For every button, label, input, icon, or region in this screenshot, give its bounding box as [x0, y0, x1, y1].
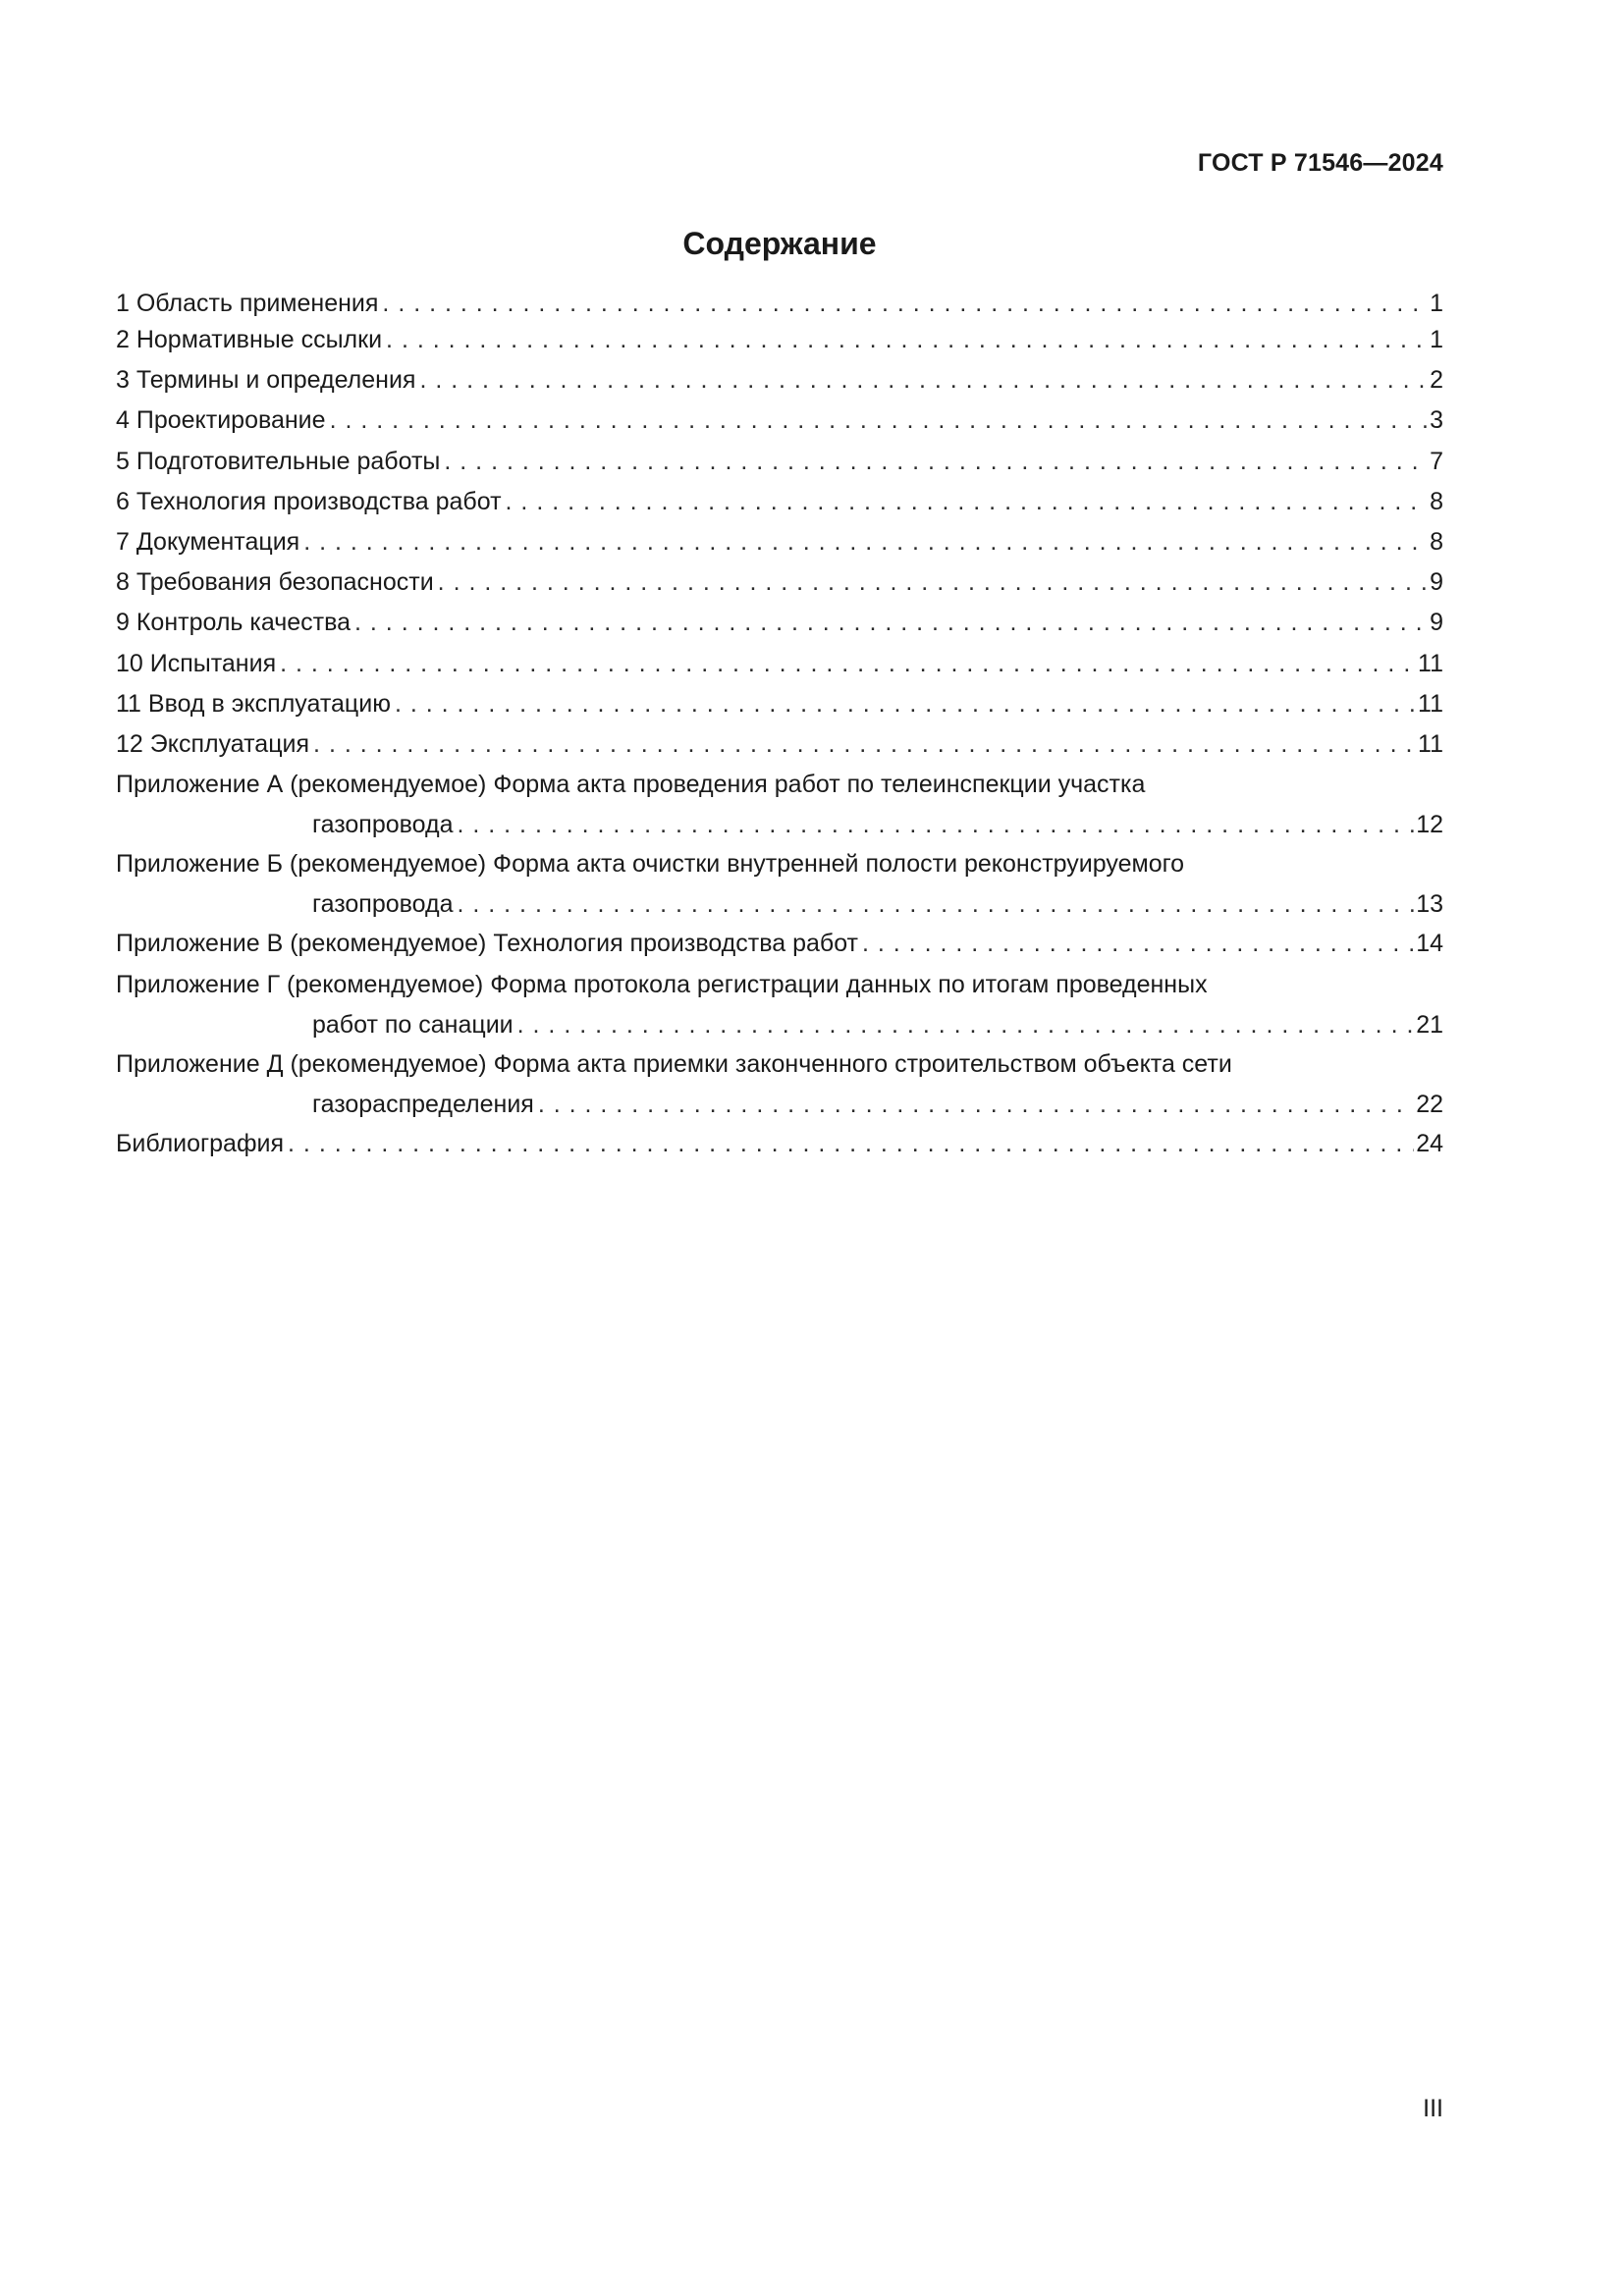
- toc-entry-page: 11: [1418, 649, 1443, 677]
- toc-entry-title: 4 Проектирование: [116, 406, 326, 435]
- toc-title: Содержание: [682, 226, 877, 261]
- toc-entry[interactable]: [116, 684, 1443, 724]
- toc-entry-title: 10 Испытания: [116, 649, 277, 677]
- toc-entry-page: 14: [1416, 930, 1443, 958]
- toc-entry-title-continuation: работ по санации: [312, 1010, 514, 1039]
- toc-entry-title: 7 Документация: [116, 527, 300, 556]
- table-of-contents: [116, 287, 1443, 1164]
- page-number: III: [1423, 2095, 1443, 2122]
- toc-entry-title: Библиография: [116, 1130, 285, 1157]
- toc-entry-title: 1 Область применения: [116, 290, 379, 317]
- toc-entry-page: 11: [1418, 689, 1443, 718]
- toc-entry-page: 8: [1430, 487, 1443, 515]
- toc-entry-bibliography[interactable]: [116, 1124, 1443, 1164]
- toc-entry-title: 12 Эксплуатация: [116, 729, 310, 758]
- toc-leader-dots: [457, 805, 1414, 844]
- toc-entry-page: 3: [1430, 406, 1443, 435]
- toc-entry-title: Приложение Б (рекомендуемое) Форма акта очистки внутренней полости реконструируемого: [116, 850, 1185, 879]
- toc-entry-title: 9 Контроль качества: [116, 609, 352, 637]
- toc-entry-page: 24: [1416, 1130, 1443, 1157]
- toc-entry-title: Приложение Д (рекомендуемое) Форма акта приемки законченного строительством объекта сети: [116, 1049, 1232, 1078]
- toc-leader-dots: [330, 400, 1429, 441]
- toc-entry-page: 8: [1430, 527, 1443, 556]
- document-code: ГОСТ Р 71546—2024: [1197, 149, 1443, 177]
- toc-leader-dots: [303, 522, 1428, 562]
- toc-leader-dots: [538, 1085, 1414, 1124]
- toc-leader-dots: [288, 1124, 1414, 1164]
- toc-leader-dots: [395, 684, 1416, 724]
- toc-entry-page: 21: [1416, 1010, 1443, 1039]
- toc-leader-dots: [419, 360, 1428, 400]
- toc-leader-dots: [382, 287, 1428, 320]
- toc-entry-title: 3 Термины и определения: [116, 366, 416, 395]
- toc-entry-appendix-b[interactable]: [116, 844, 1443, 924]
- toc-entry[interactable]: [116, 320, 1443, 360]
- toc-entry-page: 13: [1416, 890, 1443, 919]
- toc-entry-title-continuation: газопровода: [312, 811, 454, 839]
- toc-leader-dots: [862, 924, 1414, 964]
- toc-entry-title: 2 Нормативные ссылки: [116, 326, 383, 353]
- toc-leader-dots: [313, 724, 1416, 765]
- toc-entry-page: 9: [1430, 568, 1443, 597]
- toc-leader-dots: [457, 884, 1414, 924]
- toc-entry-title: Приложение Г (рекомендуемое) Форма протокола регистрации данных по итогам проведенных: [116, 970, 1208, 998]
- toc-entry-title-continuation: газораспределения: [312, 1091, 534, 1118]
- toc-entry-title: 11 Ввод в эксплуатацию: [116, 689, 391, 718]
- toc-leader-dots: [517, 1005, 1415, 1044]
- toc-leader-dots: [444, 442, 1428, 482]
- toc-entry-page: 9: [1430, 609, 1443, 637]
- toc-entry[interactable]: [116, 603, 1443, 643]
- toc-entry-appendix-d[interactable]: [116, 1044, 1443, 1124]
- toc-entry-title: 6 Технология производства работ: [116, 487, 502, 515]
- toc-entry-title: 8 Требования безопасности: [116, 568, 434, 597]
- toc-entry[interactable]: [116, 522, 1443, 562]
- toc-entry-page: 12: [1416, 811, 1443, 839]
- toc-entry[interactable]: [116, 287, 1443, 320]
- toc-entry-title: Приложение А (рекомендуемое) Форма акта проведения работ по телеинспекции участка: [116, 771, 1146, 799]
- toc-entry-page: 1: [1430, 326, 1443, 353]
- toc-entry-appendix-g[interactable]: [116, 965, 1443, 1044]
- toc-entry-title: 5 Подготовительные работы: [116, 447, 441, 475]
- toc-entry-page: 2: [1430, 366, 1443, 395]
- toc-leader-dots: [280, 644, 1416, 684]
- toc-entry[interactable]: [116, 644, 1443, 684]
- toc-entry[interactable]: [116, 482, 1443, 522]
- toc-entry-page: 1: [1430, 290, 1443, 317]
- toc-entry[interactable]: [116, 442, 1443, 482]
- toc-entry-title-continuation: газопровода: [312, 890, 454, 919]
- toc-leader-dots: [386, 320, 1428, 360]
- toc-entry-appendix-a[interactable]: [116, 765, 1443, 844]
- toc-entry[interactable]: [116, 360, 1443, 400]
- toc-entry-page: 22: [1416, 1091, 1443, 1118]
- toc-entry[interactable]: [116, 724, 1443, 765]
- toc-entry[interactable]: [116, 562, 1443, 603]
- toc-entry-page: 11: [1418, 729, 1443, 758]
- toc-leader-dots: [506, 482, 1429, 522]
- toc-entry[interactable]: [116, 400, 1443, 441]
- toc-entry-appendix-v[interactable]: [116, 924, 1443, 964]
- toc-leader-dots: [354, 603, 1428, 643]
- toc-leader-dots: [438, 562, 1428, 603]
- toc-entry-title: Приложение В (рекомендуемое) Технология производства работ: [116, 930, 858, 958]
- toc-entry-page: 7: [1430, 447, 1443, 475]
